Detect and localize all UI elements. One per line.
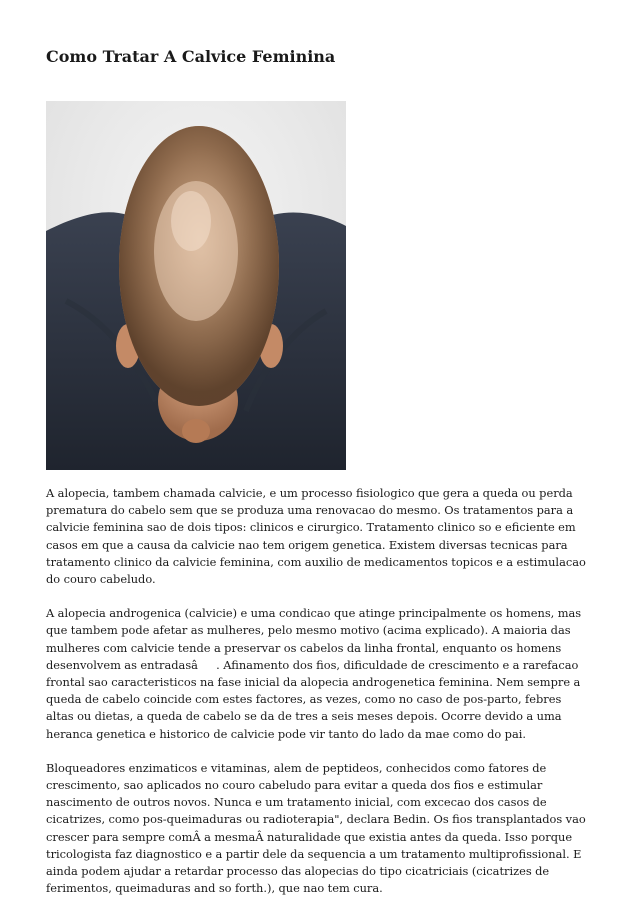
paragraph: Bloqueadores enzimaticos e vitaminas, alem de peptideos, conhecidos como fatores de crescimento, sao aplicados no couro cabeludo para evitar a queda dos fios e estimular nascimento de outros novos. Nunca e um tratamento inicial, com excecao dos casos de cicatrizes, como pos-queimaduras ou radioterapia", declara Bedin. Os fios transplantados vao crescer para sempre comÂ a mesmaÂ naturalidade que existia antes da queda. Isso porque tricologista faz diagnostico e a partir dele da sequencia a um tratamento multiprofissional. E ainda podem ajudar a retardar processo das alopecias do tipo cicatriciais (cicatrizes de ferimentos, queimaduras and so forth.), que nao tem cura. [46, 760, 586, 896]
page-title: Como Tratar A Calvice Feminina [46, 47, 336, 66]
article-body [46, 485, 592, 897]
balding-head-photo [46, 101, 346, 470]
paragraph: A alopecia androgenica (calvicie) e uma condicao que atinge principalmente os homens, mas que tambem pode afetar as mulheres, pelo mesmo motivo (acima explicado). A maioria das mulheres com calvicie tende a preservar os cabelos da linha frontal, enquanto os homens desenvolvem as entradasâ. Afinamento dos fios, dificuldade de crescimento e a rarefacao frontal sao caracteristicos na fase inicial da alopecia androgenetica feminina. Nem sempre a queda de cabelo coincide com estes factores, as vezes, como no caso de pos-parto, febres altas ou dietas, a queda de cabelo se da de tres a seis meses depois. Ocorre devido a uma heranca genetica e historico de calvicie pode vir tanto do lado da mae como do pai. [46, 606, 582, 741]
paragraph: A alopecia, tambem chamada calvicie, e um processo fisiologico que gera a queda ou perda prematura do cabelo sem que se produza uma renovacao do mesmo. Os tratamentos para a calvicie feminina sao de dois tipos: clinicos e cirurgico. Tratamento clinico so e eficiente em casos em que a causa da calvicie nao tem origem genetica. Existem diversas tecnicas para tratamento clinico da calvicie feminina, com auxilio de medicamentos topicos e a estimulacao do couro cabeludo. [46, 486, 586, 587]
